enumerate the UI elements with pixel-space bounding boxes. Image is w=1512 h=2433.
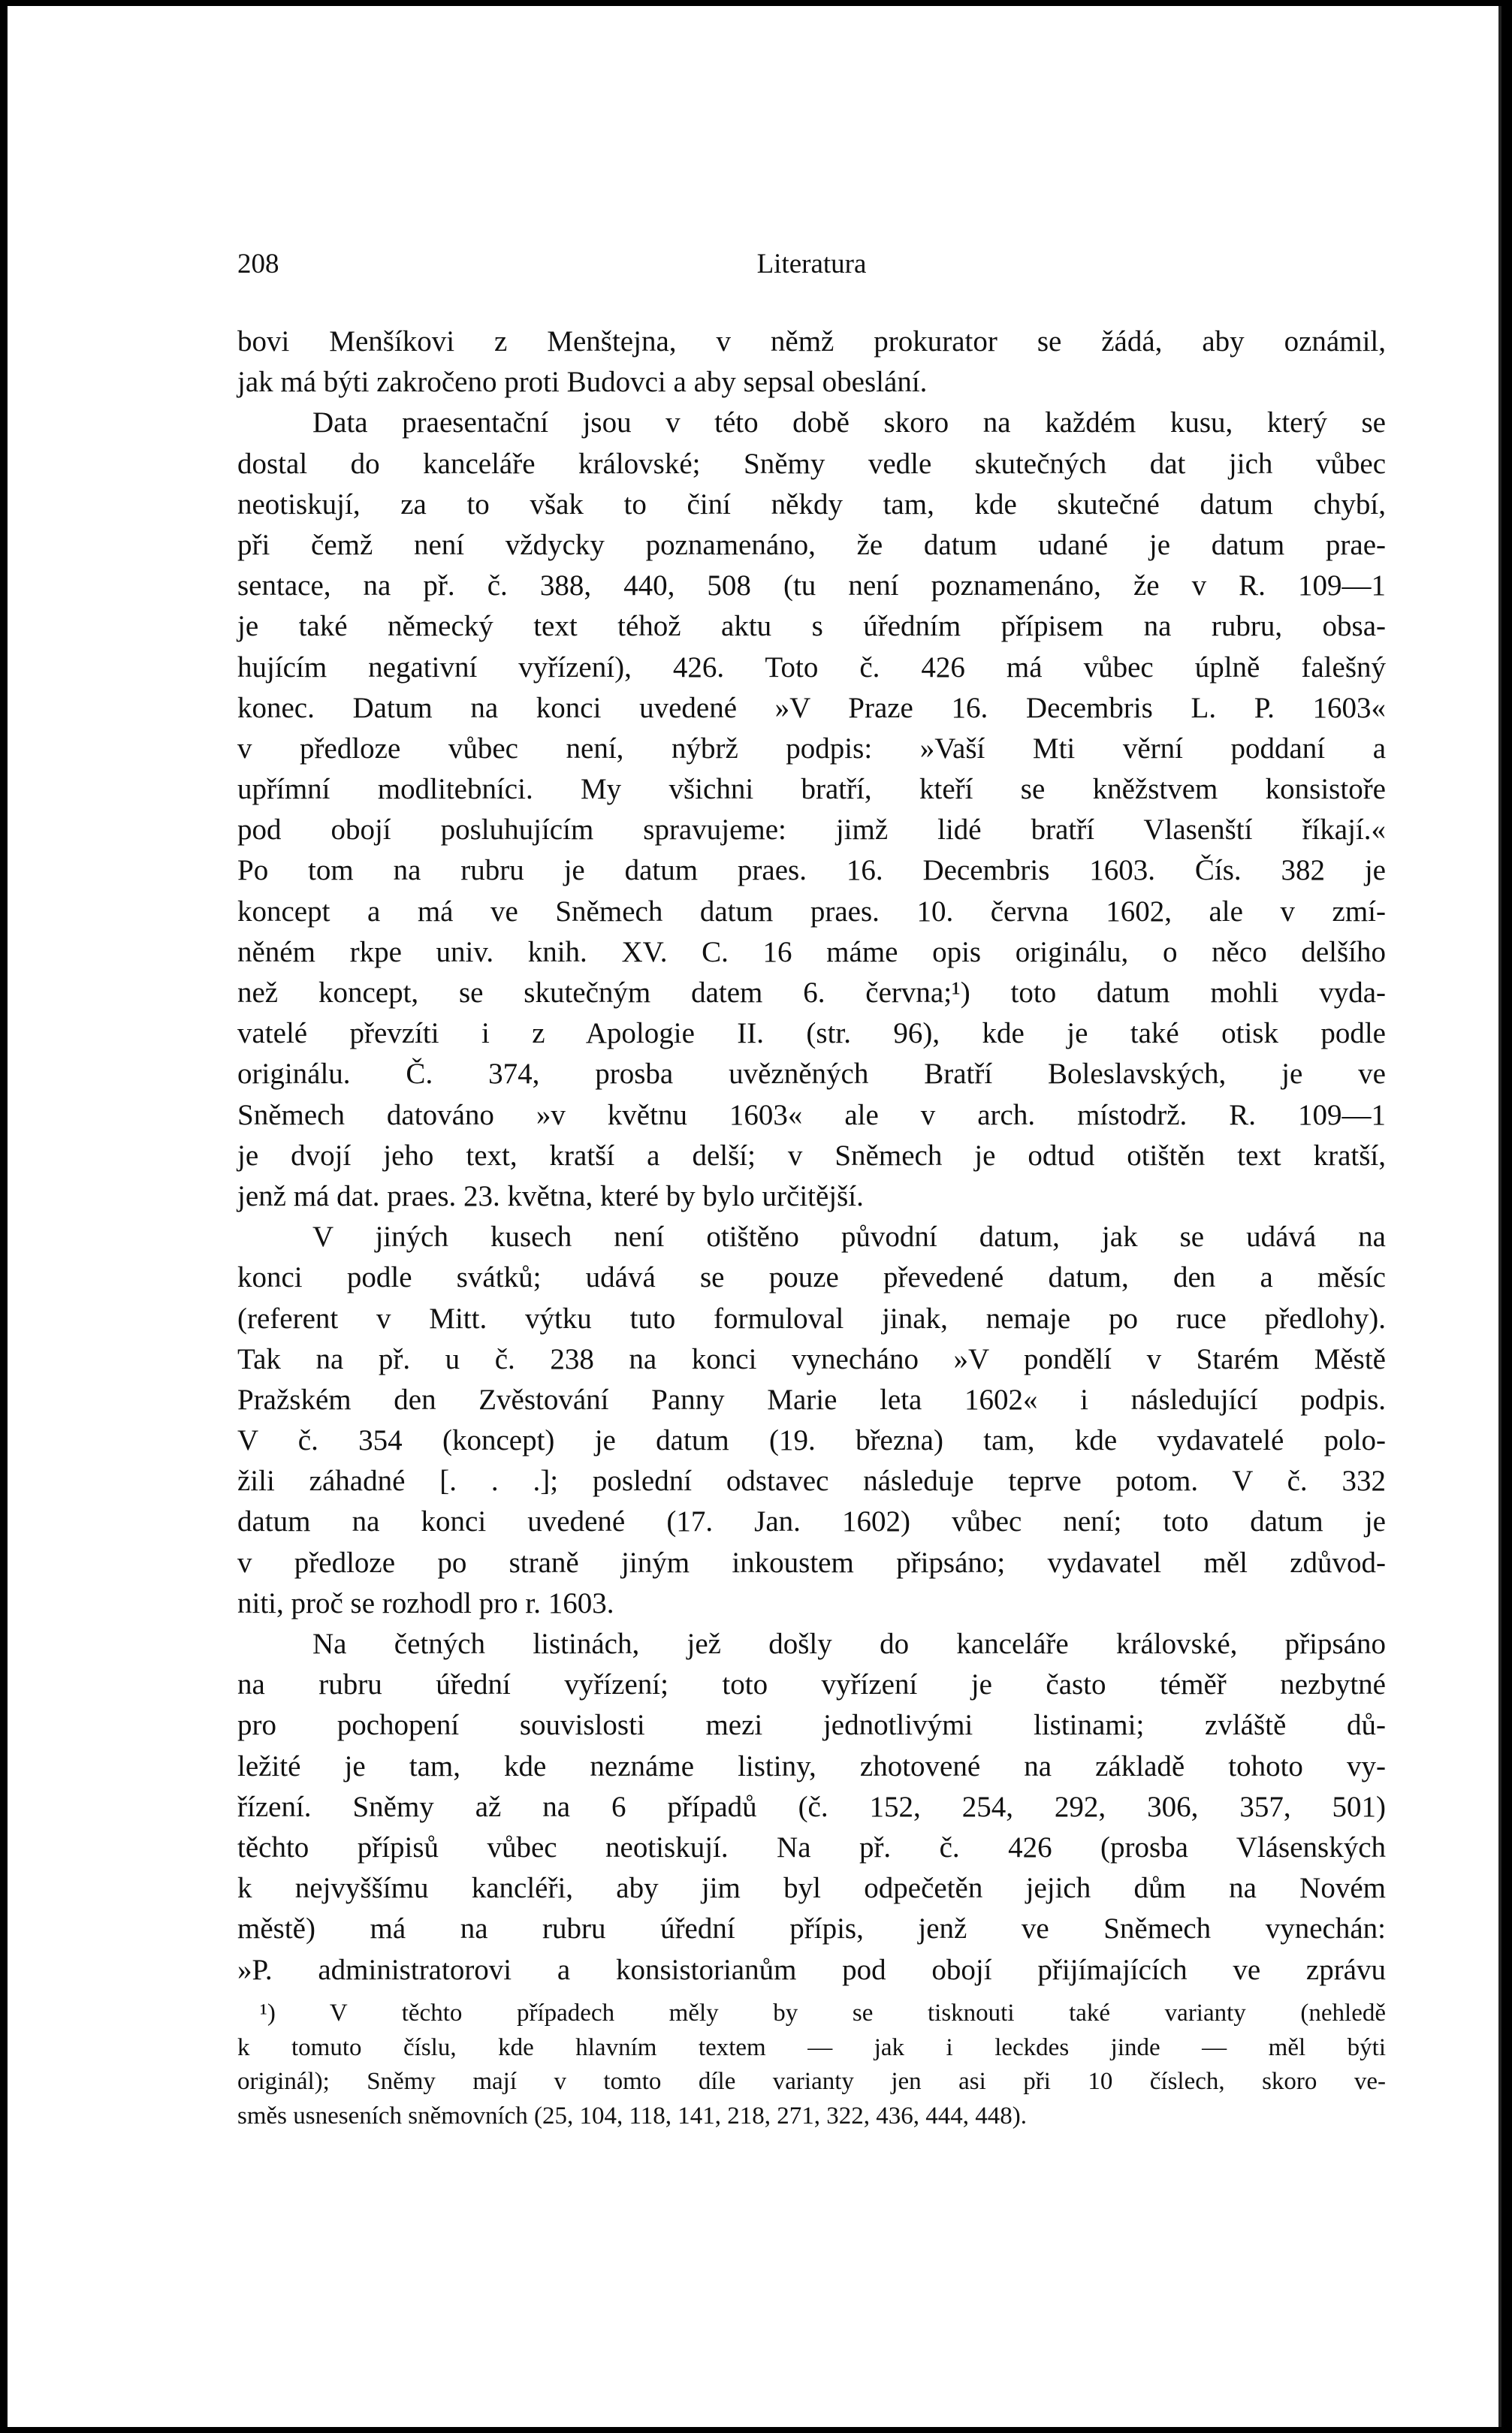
text-line: upřímní modlitebníci. My všichni bratří, kteří se kněžstvem konsistoře bbox=[237, 773, 1386, 806]
text-line: konci podle svátků; udává se pouze převedené datum, den a měsíc bbox=[237, 1261, 1386, 1294]
text-line: koncept a má ve Sněmech datum praes. 10. června 1602, ale v zmí- bbox=[237, 895, 1386, 928]
text-line: Na četných listinách, jež došly do kanceláře královské, připsáno bbox=[312, 1628, 1386, 1660]
text-line: originálu. Č. 374, prosba uvězněných Bratří Boleslavských, je ve bbox=[237, 1058, 1386, 1091]
running-title: Literatura bbox=[756, 249, 867, 279]
text-line: konec. Datum na konci uvedené »V Praze 16. Decembris L. P. 1603« bbox=[237, 691, 1386, 724]
text-line: V jiných kusech není otištěno původní datum, jak se udává na bbox=[312, 1221, 1386, 1254]
text-line: bovi Menšíkovi z Menštejna, v němž prokurator se žádá, aby oznámil, bbox=[237, 325, 1386, 358]
text-line: neotiskují, za to však to činí někdy tam, kde skutečné datum chybí, bbox=[237, 488, 1386, 521]
text-line: Po tom na rubru je datum praes. 16. Decembris 1603. Čís. 382 je bbox=[237, 854, 1386, 887]
text-line: V č. 354 (koncept) je datum (19. března) tam, kde vydavatelé polo- bbox=[237, 1424, 1386, 1457]
text-line: řízení. Sněmy až na 6 případů (č. 152, 254, 292, 306, 357, 501) bbox=[237, 1790, 1386, 1823]
text-line: k nejvyššímu kancléři, aby jim byl odpečetěn jejich dům na Novém bbox=[237, 1872, 1386, 1905]
text-line: (referent v Mitt. výtku tuto formuloval jinak, nemaje po ruce předlohy). bbox=[237, 1302, 1386, 1335]
text-line: městě) má na rubru úřední přípis, jenž ve Sněmech vynechán: bbox=[237, 1912, 1386, 1945]
text-line: ležité je tam, kde neznáme listiny, zhotovené na základě tohoto vy- bbox=[237, 1749, 1386, 1782]
text-line: jenž má dat. praes. 23. května, které by bylo určitější. bbox=[237, 1179, 864, 1212]
text-line: niti, proč se rozhodl pro r. 1603. bbox=[237, 1586, 614, 1619]
text-line: pod obojí posluhujícím spravujeme: jimž lidé bratří Vlasenští říkají.« bbox=[237, 814, 1386, 847]
text-line: než koncept, se skutečným datem 6. června;¹) toto datum mohli vyda- bbox=[237, 977, 1386, 1009]
text-line: v předloze po straně jiným inkoustem připsáno; vydavatel měl zdůvod- bbox=[237, 1546, 1386, 1579]
text-line: sentace, na př. č. 388, 440, 508 (tu není poznamenáno, že v R. 109—1 bbox=[237, 569, 1386, 602]
footnote-line: směs usneseních sněmovních (25, 104, 118, 141, 218, 271, 322, 436, 444, 448). bbox=[237, 2102, 1028, 2130]
text-line: hujícím negativní vyřízení), 426. Toto č. 426 má vůbec úplně falešný bbox=[237, 651, 1386, 684]
text-line: »P. administratorovi a konsistorianům pod obojí přijímajících ve zprávu bbox=[237, 1953, 1386, 1986]
text-line: při čemž není vždycky poznamenáno, že datum udané je datum prae- bbox=[237, 528, 1386, 561]
text-line: na rubru úřední vyřízení; toto vyřízení je často téměř nezbytné bbox=[237, 1668, 1386, 1701]
text-line: je také německý text téhož aktu s úředním přípisem na rubru, obsa- bbox=[237, 610, 1386, 643]
text-line: vatelé převzíti i z Apologie II. (str. 96), kde je také otisk podle bbox=[237, 1017, 1386, 1050]
text-line: Pražském den Zvěstování Panny Marie leta 1602« i následující podpis. bbox=[237, 1383, 1386, 1416]
footnote-line: ¹) V těchto případech měly by se tisknouti také varianty (nehledě bbox=[260, 2000, 1386, 2027]
footnote-line: k tomuto číslu, kde hlavním textem — jak i leckdes jinde — měl býti bbox=[237, 2033, 1386, 2061]
page-header bbox=[237, 248, 1386, 285]
body-text bbox=[237, 321, 1386, 1991]
footnotes bbox=[237, 1997, 1386, 2133]
text-line: v předloze vůbec není, nýbrž podpis: »Vaší Mti věrní poddaní a bbox=[237, 732, 1386, 765]
text-line: dostal do kanceláře královské; Sněmy vedle skutečných dat jich vůbec bbox=[237, 447, 1386, 480]
text-line: Tak na př. u č. 238 na konci vynecháno »V pondělí v Starém Městě bbox=[237, 1342, 1386, 1375]
text-line: pro pochopení souvislosti mezi jednotlivými listinami; zvláště dů- bbox=[237, 1709, 1386, 1742]
text-line: datum na konci uvedené (17. Jan. 1602) vůbec není; toto datum je bbox=[237, 1505, 1386, 1538]
text-line: je dvojí jeho text, kratší a delší; v Sněmech je odtud otištěn text kratší, bbox=[237, 1139, 1386, 1172]
text-line: Sněmech datováno »v květnu 1603« ale v arch. místodrž. R. 109—1 bbox=[237, 1098, 1386, 1131]
page-number: 208 bbox=[237, 249, 279, 279]
text-line: jak má býti zakročeno proti Budovci a aby sepsal obeslání. bbox=[237, 366, 928, 399]
text-line: žili záhadné [. . .]; poslední odstavec následuje teprve potom. V č. 332 bbox=[237, 1465, 1386, 1498]
text-line: něném rkpe univ. knih. XV. C. 16 máme opis originálu, o něco delšího bbox=[237, 935, 1386, 968]
text-line: těchto přípisů vůbec neotiskují. Na př. č. 426 (prosba Vlásenských bbox=[237, 1831, 1386, 1864]
text-line: Data praesentační jsou v této době skoro na každém kusu, který se bbox=[312, 406, 1386, 439]
footnote-line: originál); Sněmy mají v tomto díle varianty jen asi při 10 číslech, skoro ve- bbox=[237, 2068, 1386, 2095]
